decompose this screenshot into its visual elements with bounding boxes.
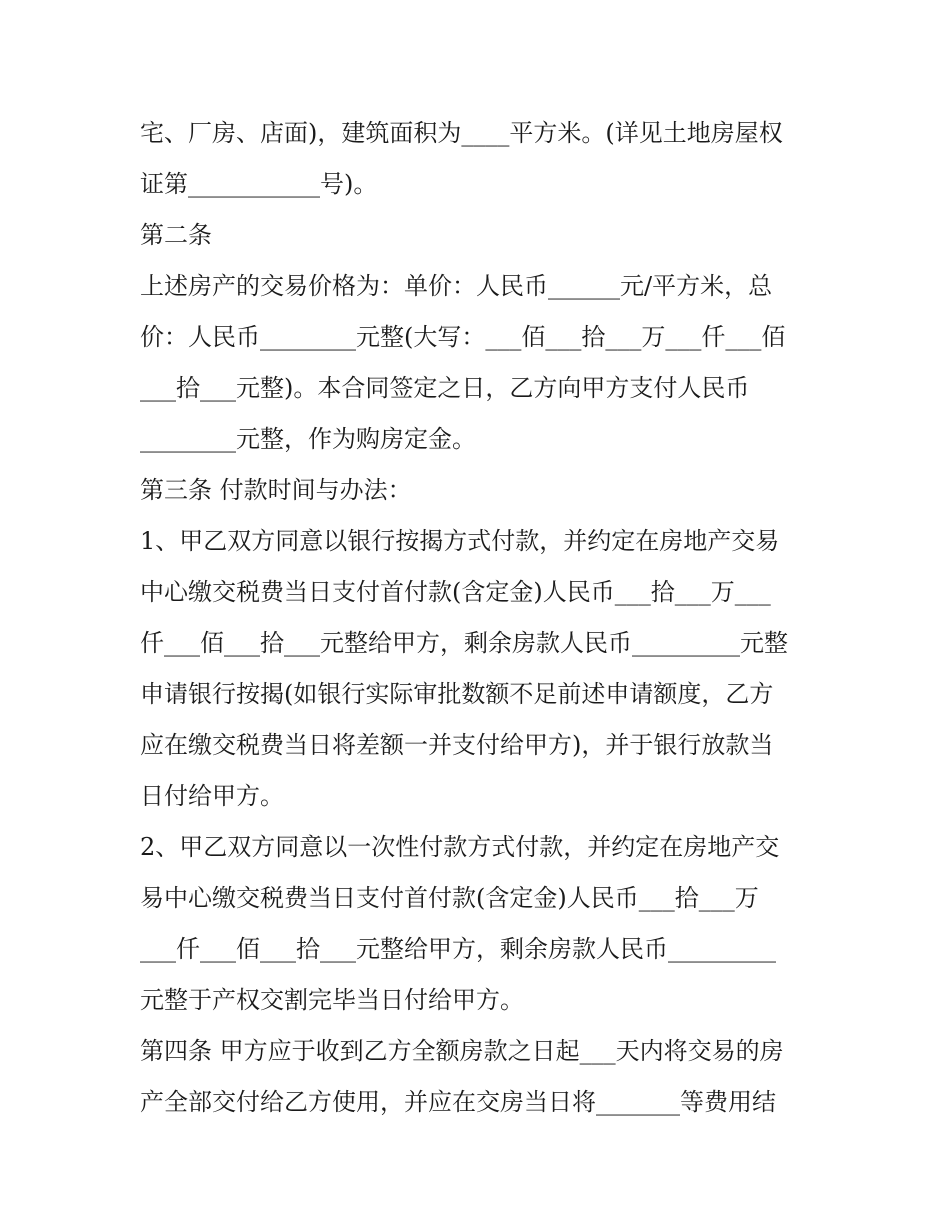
text-line: 日付给甲方。	[140, 782, 284, 810]
text-line: 易中心缴交税费当日支付首付款(含定金)人民币___拾___万	[140, 884, 759, 912]
text-line: ___拾___元整)。本合同签定之日，乙方向甲方支付人民币	[140, 374, 750, 402]
text-line: 1、甲乙双方同意以银行按揭方式付款，并约定在房地产交易	[140, 527, 780, 555]
article-heading: 第三条 付款时间与办法：	[140, 476, 412, 504]
text-line: 上述房产的交易价格为：单价：人民币______元/平方米，总	[140, 272, 773, 300]
contract-text	[140, 108, 820, 1128]
text-line: 产全部交付给乙方使用，并应在交房当日将_______等费用结	[140, 1088, 776, 1116]
text-line: 证第___________号)。	[140, 170, 378, 198]
text-line: 仟___佰___拾___元整给甲方，剩余房款人民币_________元整	[140, 629, 788, 657]
text-line: 应在缴交税费当日将差额一并支付给甲方)，并于银行放款当	[140, 731, 774, 759]
text-line: ___仟___佰___拾___元整给甲方，剩余房款人民币_________	[140, 935, 776, 963]
article-heading: 第四条 甲方应于收到乙方全额房款之日起___天内将交易的房	[140, 1037, 784, 1065]
text-line: 中心缴交税费当日支付首付款(含定金)人民币___拾___万___	[140, 578, 771, 606]
text-line: 申请银行按揭(如银行实际审批数额不足前述申请额度，乙方	[140, 680, 774, 708]
article-heading: 第二条	[140, 221, 212, 249]
text-line: 价：人民币________元整(大写：___佰___拾___万___仟___佰	[140, 323, 786, 351]
text-line: 宅、厂房、店面)，建筑面积为____平方米。(详见土地房屋权	[140, 119, 783, 147]
text-line: ________元整，作为购房定金。	[140, 425, 476, 453]
text-line: 2、甲乙双方同意以一次性付款方式付款，并约定在房地产交	[140, 833, 780, 861]
text-line: 元整于产权交割完毕当日付给甲方。	[140, 986, 524, 1014]
